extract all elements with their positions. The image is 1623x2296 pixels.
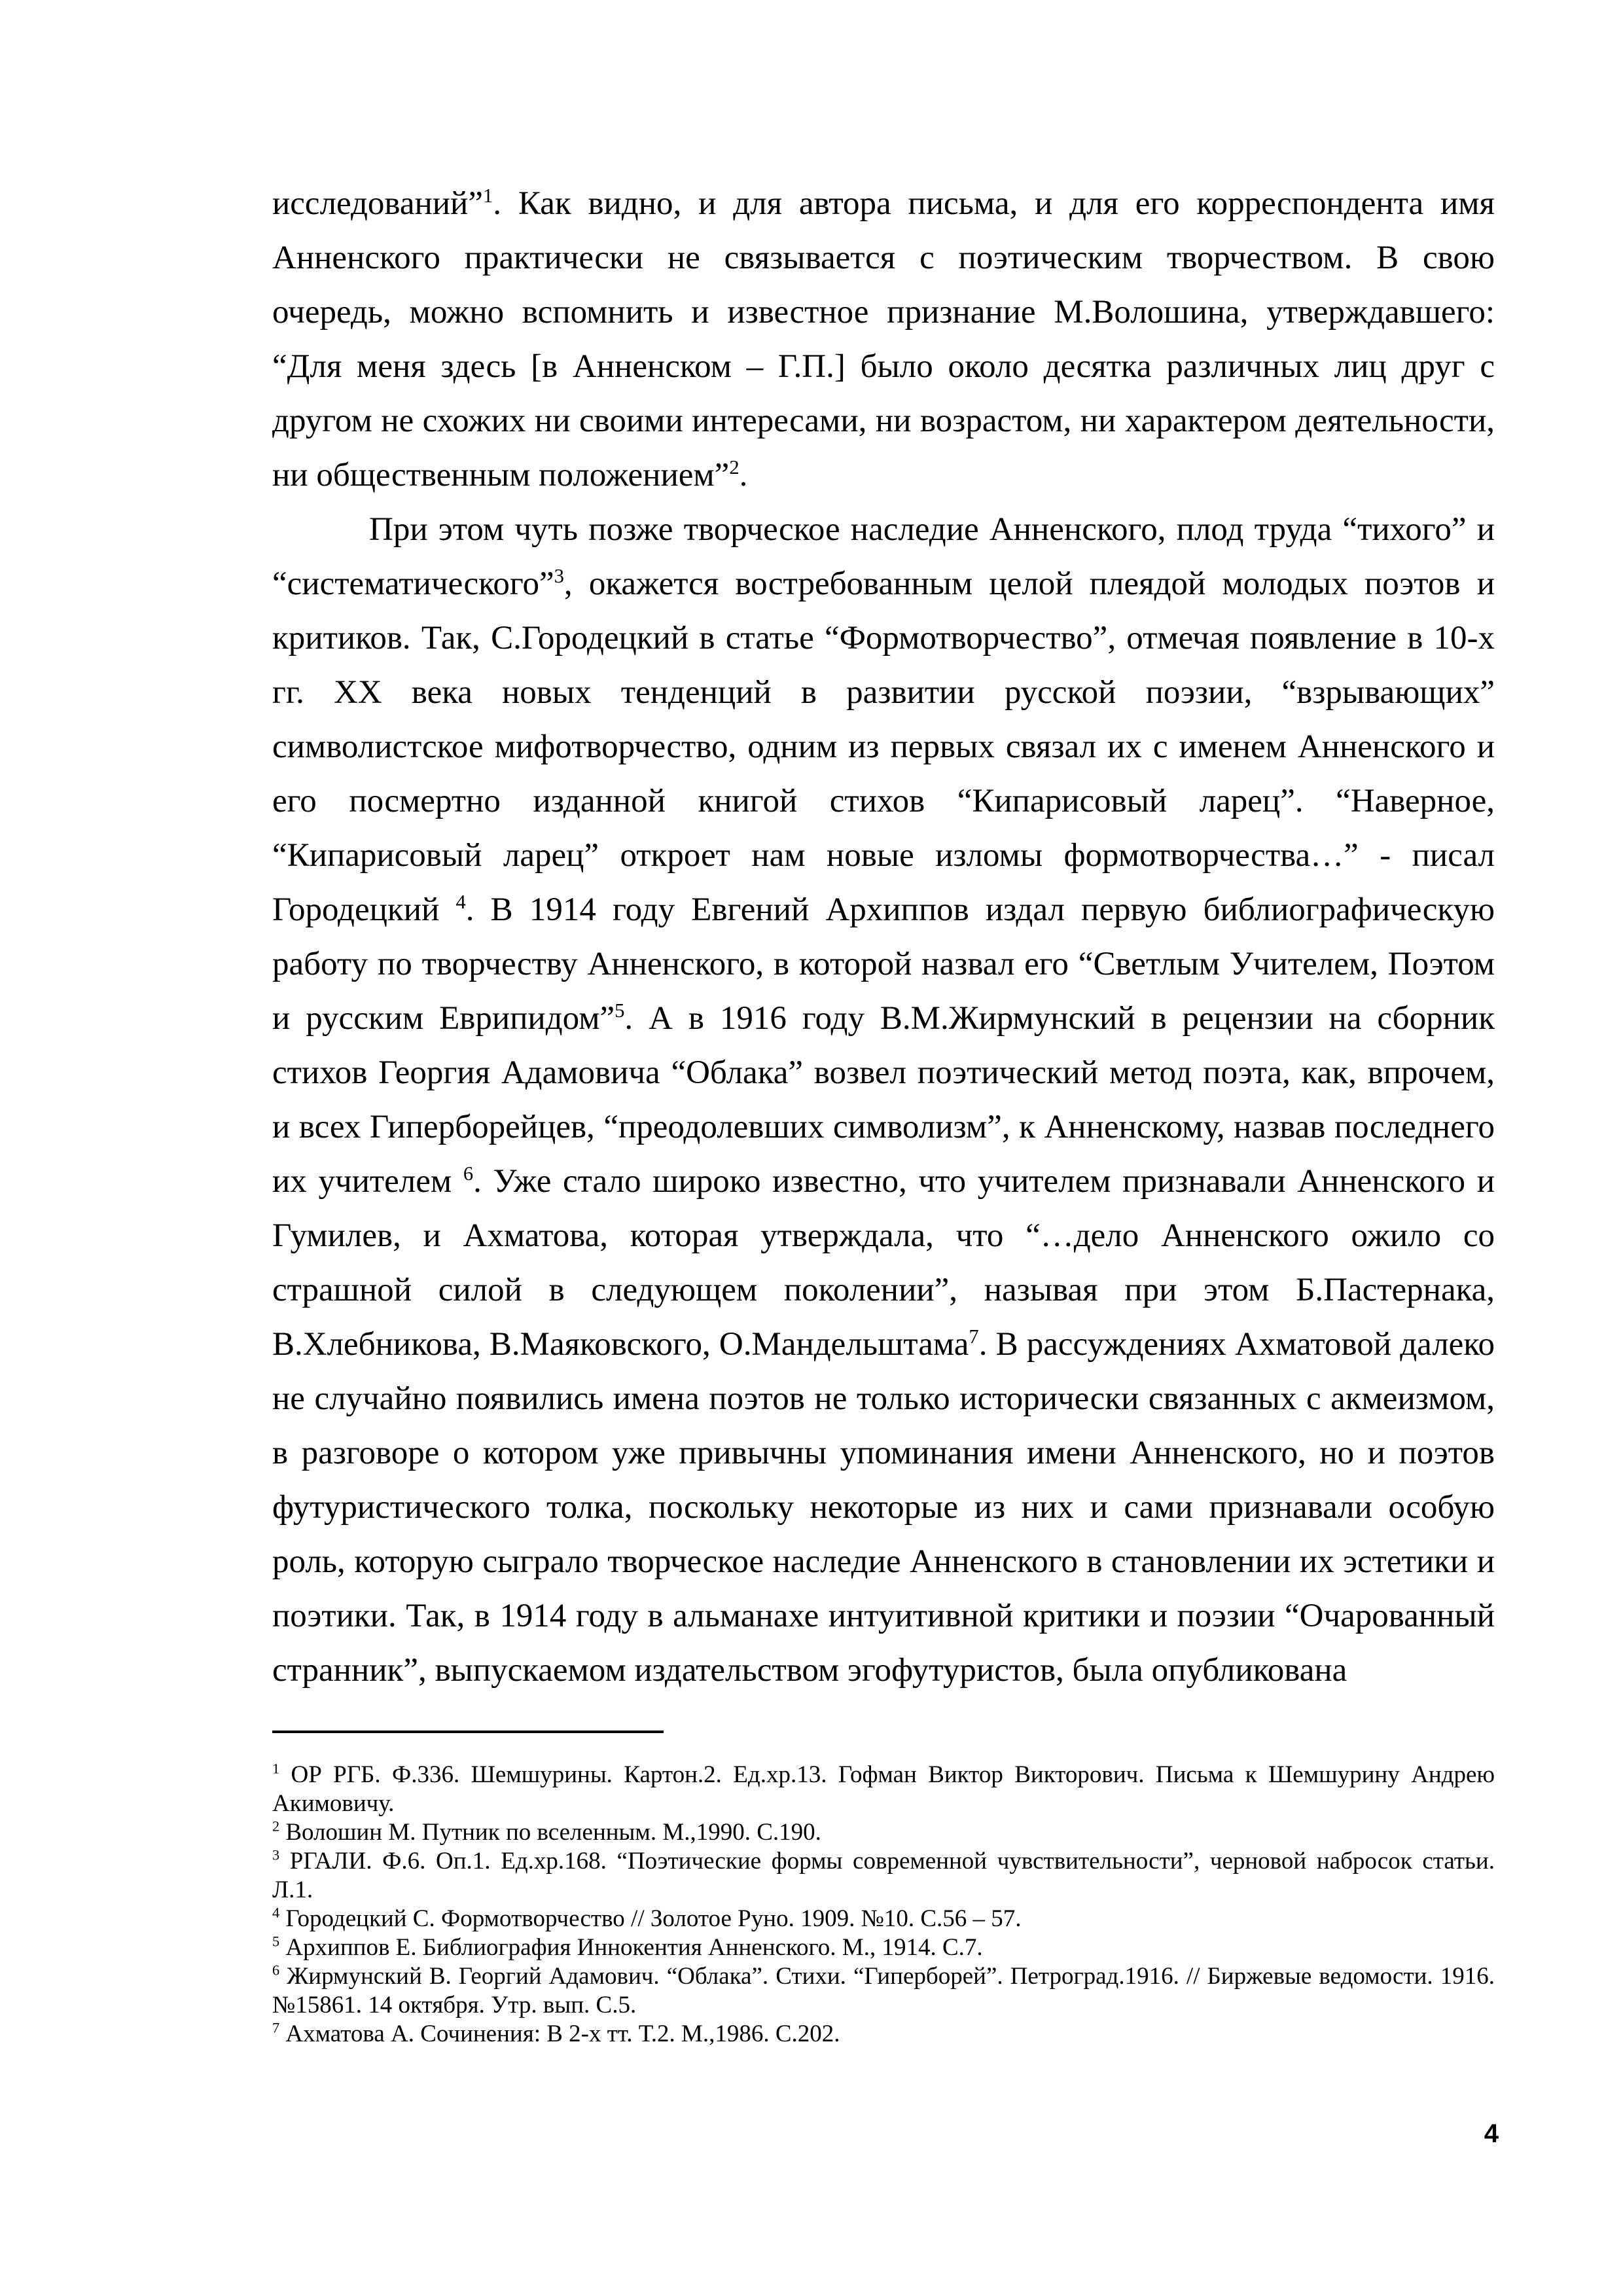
footnote-1: [272, 1761, 1495, 1818]
footnote-text: Жирмунский В. Георгий Адамович. “Облака”. Стихи. “Гиперборей”. Петроград.1916. // Биржевые ведомости. 1916. №15861. 14 октября. Утр. вып. С.5.: [272, 1963, 1495, 2018]
text-run: . В 1914 году Евгений Архиппов издал первую библиографическую работу по творчеству Анненского, в которой назвал его “Светлым Учителем, Поэтом и русским Еврипидом”: [272, 891, 1495, 1037]
footnote-text: ОР РГБ. Ф.336. Шемшурины. Картон.2. Ед.хр.13. Гофман Виктор Викторович. Письма к Шемшурину Андрею Акимовичу.: [272, 1761, 1495, 1817]
footnote-marker: 2: [272, 1818, 280, 1835]
footnote-text: РГАЛИ. Ф.6. Оп.1. Ед.хр.168. “Поэтические формы современной чувствительности”, черновой набросок статьи. Л.1.: [272, 1848, 1495, 1903]
text-run: . В рассуждениях Ахматовой далеко не случайно появились имена поэтов не только исторически связанных с акмеизмом, в разговоре о котором уже привычны упоминания имени Анненского, но и поэтов футуристического толка, поскольку некоторые из них и сами признавали особую роль, которую сыграло творческое наследие Анненского в становлении их эстетики и поэтики. Так, в 1914 году в альманахе интуитивной критики и поэзии “Очарованный странник”, выпускаемом издательством эгофутуристов, была опубликована: [272, 1326, 1495, 1689]
footnote-3: [272, 1847, 1495, 1905]
text-run: исследований”: [272, 185, 483, 222]
text-run: . А в 1916 году В.М.Жирмунский в рецензии на сборник стихов Георгия Адамовича “Облака” возвел поэтический метод поэта, как, впрочем, и всех Гиперборейцев, “преодолевших символизм”, к Анненскому, назвав последнего их учителем: [272, 1000, 1495, 1200]
text-run: При этом чуть позже творческое наследие Анненского, плод труда “тихого” и “систематического”: [272, 511, 1495, 602]
footnote-ref: 6: [463, 1162, 474, 1185]
paragraph-1: [272, 177, 1495, 503]
page-number: 4: [1484, 2119, 1499, 2148]
text-run: , окажется востребованным целой плеядой молодых поэтов и критиков. Так, С.Городецкий в статье “Формотворчество”, отмечая появление в 10-х гг. XX века новых тенденций в развитии русской поэзии, “взрывающих” символистское мифотворчество, одним из первых связал их с именем Анненского и его посмертно изданной книгой стихов “Кипарисовый ларец”. “Наверное, “Кипарисовый ларец” откроет нам новые изломы формотворчества…” - писал Городецкий: [272, 565, 1495, 928]
footnote-marker: 7: [272, 2019, 280, 2036]
text-run: .: [739, 457, 748, 493]
footnotes: [272, 1761, 1495, 2049]
footnote-text: Городецкий С. Формотворчество // Золотое Руно. 1909. №10. С.56 – 57.: [285, 1905, 1022, 1932]
body-text: [272, 177, 1495, 1698]
text-run: . Как видно, и для автора письма, и для его корреспондента имя Анненского практически не связывается с поэтическим творчеством. В свою очередь, можно вспомнить и известное признание М.Волошина, утверждавшего: “Для меня здесь [в Анненском – Г.П.] было около десятка различных лиц друг с другом не схожих ни своими интересами, ни возрастом, ни характером деятельности, ни общественным положением”: [272, 185, 1495, 493]
footnote-marker: 5: [272, 1933, 280, 1950]
text-run: . Уже стало широко известно, что учителем признавали Анненского и Гумилев, и Ахматова, которая утверждала, что “…дело Анненского ожило со страшной силой в следующем поколении”, называя при этом Б.Пастернака, В.Хлебникова, В.Маяковского, О.Мандельштама: [272, 1163, 1495, 1363]
footnote-ref: 7: [969, 1325, 979, 1348]
footnote-5: [272, 1933, 1495, 1962]
footnote-ref: 3: [554, 565, 564, 587]
footnote-ref: 1: [483, 185, 493, 207]
footnote-marker: 1: [272, 1760, 280, 1777]
footnote-6: [272, 1962, 1495, 2020]
footnote-marker: 6: [272, 1962, 280, 1979]
footnote-marker: 3: [272, 1846, 280, 1863]
footnote-ref: 4: [455, 891, 466, 913]
footnote-text: Ахматова А. Сочинения: В 2-х тт. Т.2. М.,1986. С.202.: [285, 2020, 840, 2047]
footnote-2: [272, 1818, 1495, 1847]
footnote-text: Волошин М. Путник по вселенным. М.,1990. С.190.: [285, 1819, 821, 1846]
footnote-ref: 2: [729, 456, 740, 478]
footnote-7: [272, 2020, 1495, 2049]
footnote-4: [272, 1905, 1495, 1933]
footnote-separator: [272, 1731, 664, 1733]
footnote-marker: 4: [272, 1904, 280, 1921]
footnote-text: Архиппов Е. Библиография Иннокентия Анненского. М., 1914. С.7.: [285, 1934, 983, 1961]
footnote-ref: 5: [615, 999, 625, 1022]
paragraph-2: [272, 503, 1495, 1698]
